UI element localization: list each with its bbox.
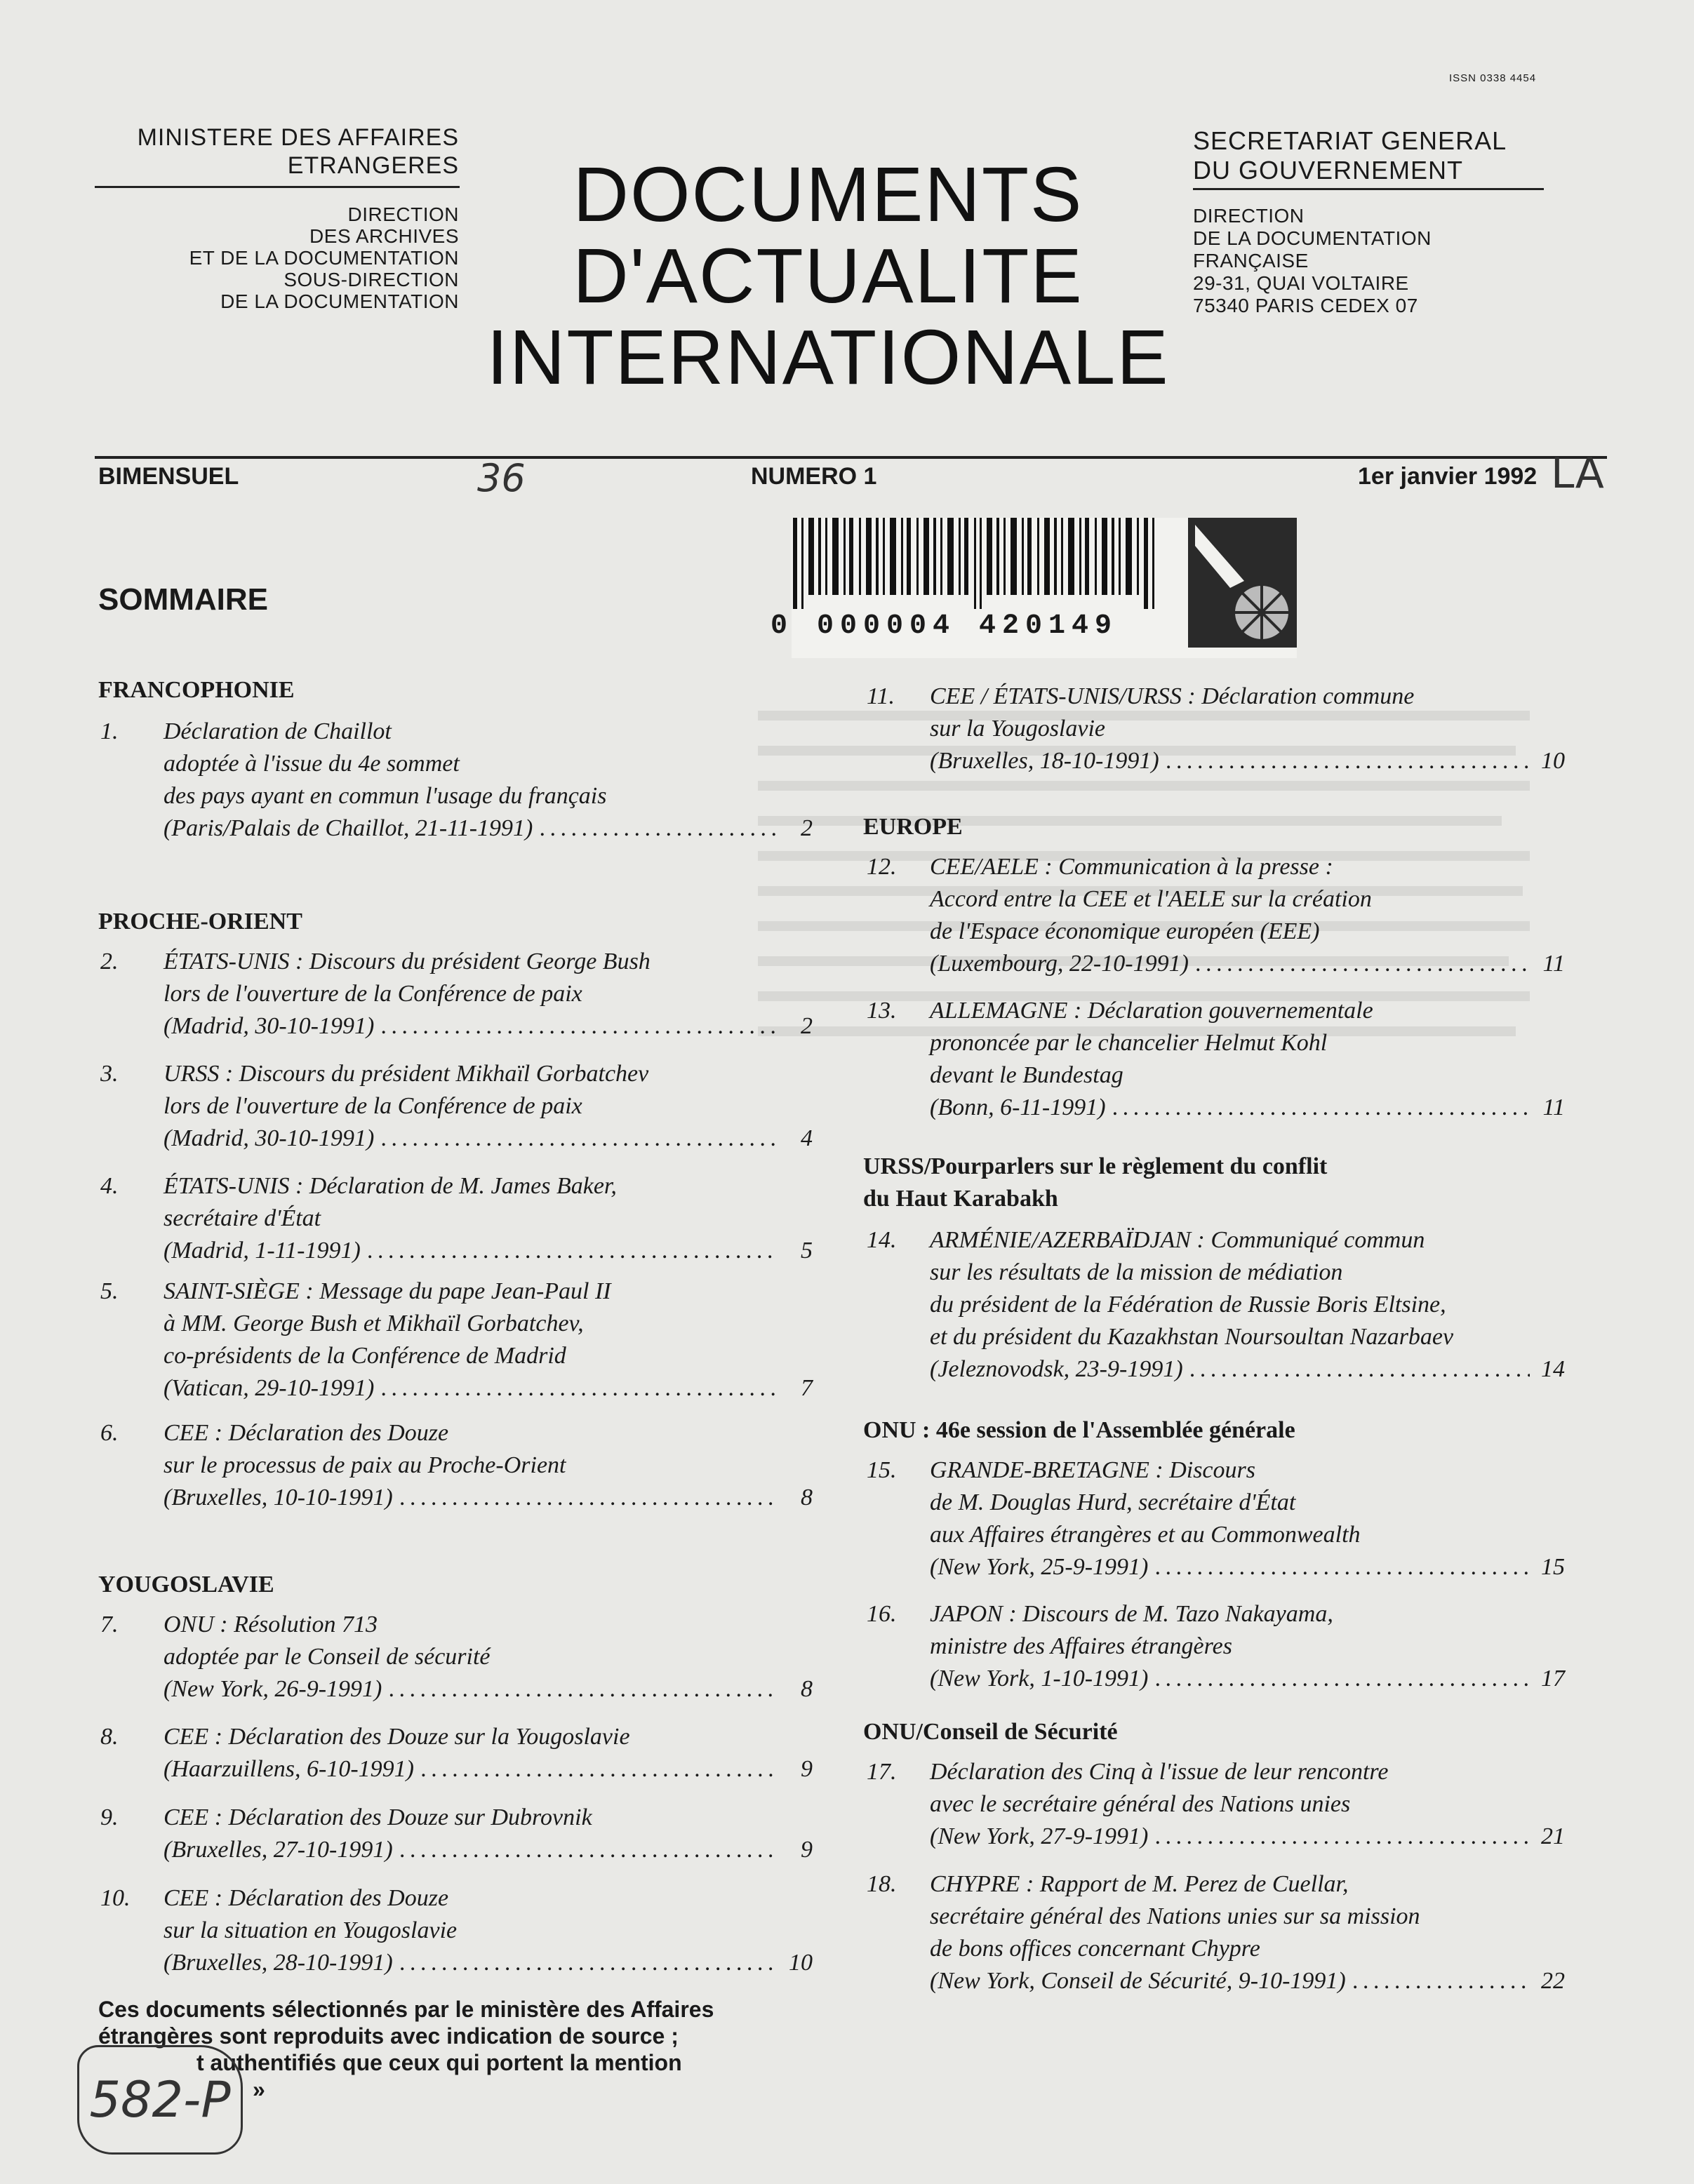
direction-line: DE LA DOCUMENTATION: [1193, 227, 1432, 249]
entry-source: (Madrid, 30-10-1991): [164, 1013, 375, 1039]
entry-page: 14: [1541, 1356, 1565, 1382]
entry-page: 11: [1542, 1094, 1565, 1120]
leader-dots: [381, 1123, 778, 1155]
entry-source: (Bruxelles, 28-10-1991): [164, 1950, 393, 1976]
entry-line: JAPON : Discours de M. Tazo Nakayama,: [930, 1601, 1333, 1627]
direction-line: DIRECTION: [1193, 205, 1305, 227]
entry-page: 5: [801, 1238, 813, 1264]
section-title-europe: EUROPE: [863, 814, 963, 840]
entry-line: secrétaire d'État: [164, 1205, 321, 1231]
entry-page: 21: [1541, 1823, 1565, 1849]
entry-number: 10.: [100, 1885, 131, 1911]
entry-number: 9.: [100, 1804, 119, 1830]
entry-page: 2: [801, 815, 813, 841]
entry-page: 9: [801, 1837, 813, 1863]
entry-page: 22: [1541, 1968, 1565, 1994]
leader-dots: [421, 1753, 778, 1786]
entry-number: 12.: [867, 854, 897, 880]
entry-line: ARMÉNIE/AZERBAÏDJAN : Communiqué commun: [930, 1227, 1425, 1253]
entry-number: 7.: [100, 1612, 119, 1637]
entry-line: Déclaration des Cinq à l'issue de leur rencontre: [930, 1759, 1389, 1785]
notice-line: Ces documents sélectionnés par le ministère des Affaires: [98, 1997, 714, 2022]
entry-source: (New York, 1-10-1991): [930, 1666, 1149, 1691]
entry-line: aux Affaires étrangères et au Commonwealth: [930, 1522, 1361, 1548]
entry-line: des pays ayant en commun l'usage du français: [164, 783, 607, 809]
toc-entry[interactable]: [867, 1224, 1565, 1386]
entry-number: 3.: [100, 1061, 119, 1087]
entry-source: (Luxembourg, 22-10-1991): [930, 951, 1189, 977]
entry-number: 11.: [867, 683, 895, 709]
entry-source: (Haarzuillens, 6-10-1991): [164, 1756, 414, 1782]
direction-line: FRANÇAISE: [1193, 250, 1309, 272]
leader-dots: [540, 812, 778, 845]
entry-line: de bons offices concernant Chypre: [930, 1936, 1260, 1962]
entry-number: 2.: [100, 949, 119, 974]
entry-line: GRANDE-BRETAGNE : Discours: [930, 1457, 1255, 1483]
entry-number: 16.: [867, 1601, 897, 1627]
handwritten-stamp: 582-P: [77, 2045, 243, 2155]
leader-dots: [1155, 1821, 1530, 1853]
entry-page: 4: [801, 1125, 813, 1151]
toc-entry[interactable]: [867, 681, 1565, 777]
toc-entry[interactable]: [867, 1868, 1565, 1997]
leader-dots: [1155, 1551, 1530, 1583]
section-title-proche-orient: PROCHE-ORIENT: [98, 909, 302, 934]
entry-line: à MM. George Bush et Mikhaïl Gorbatchev,: [164, 1311, 584, 1336]
ministry-line: ETRANGERES: [287, 152, 459, 179]
direction-archives: [189, 203, 459, 312]
masthead-title: [449, 152, 1207, 401]
toc-entry[interactable]: [100, 1058, 813, 1155]
toc-entry[interactable]: [100, 1275, 813, 1405]
toc-entry[interactable]: [100, 1721, 813, 1786]
entry-line: lors de l'ouverture de la Conférence de paix: [164, 1093, 582, 1119]
direction-line: 75340 PARIS CEDEX 07: [1193, 295, 1418, 316]
masthead-line: INTERNATIONALE: [486, 314, 1170, 401]
entry-number: 15.: [867, 1457, 897, 1483]
leader-dots: [1190, 1353, 1530, 1386]
direction-line: DIRECTION: [347, 203, 459, 225]
entry-number: 6.: [100, 1420, 119, 1446]
entry-line: CEE : Déclaration des Douze sur la Yougoslavie: [164, 1724, 630, 1750]
entry-source: (Paris/Palais de Chaillot, 21-11-1991): [164, 815, 533, 841]
toc-entry[interactable]: [867, 1454, 1565, 1583]
direction-line: DE LA DOCUMENTATION: [220, 290, 459, 312]
issue-number: NUMERO 1: [751, 463, 877, 490]
entry-source: (Bruxelles, 27-10-1991): [164, 1837, 393, 1863]
issn-label: ISSN 0338 4454: [1449, 72, 1537, 84]
toc-entry[interactable]: [867, 851, 1565, 980]
entry-page: 10: [789, 1950, 813, 1976]
toc-entry[interactable]: [100, 1417, 813, 1514]
entry-line: de l'Espace économique européen (EEE): [930, 918, 1320, 944]
handwritten-number: 36: [477, 456, 526, 500]
section-title-yougoslavie: YOUGOSLAVIE: [98, 1572, 274, 1597]
leader-dots: [400, 1947, 778, 1979]
entry-number: 14.: [867, 1227, 897, 1253]
entry-number: 4.: [100, 1173, 119, 1199]
leader-dots: [400, 1482, 778, 1514]
section-title-line: URSS/Pourparlers sur le règlement du conflit: [863, 1153, 1328, 1179]
entry-line: adoptée par le Conseil de sécurité: [164, 1644, 491, 1670]
entry-line: URSS : Discours du président Mikhaïl Gorbatchev: [164, 1061, 649, 1087]
entry-number: 13.: [867, 998, 897, 1024]
entry-line: CHYPRE : Rapport de M. Perez de Cuellar,: [930, 1871, 1349, 1897]
entry-line: ALLEMAGNE : Déclaration gouvernementale: [930, 998, 1373, 1024]
entry-line: devant le Bundestag: [930, 1062, 1123, 1088]
secretariat-line: DU GOUVERNEMENT: [1193, 156, 1464, 185]
entry-number: 5.: [100, 1278, 119, 1304]
toc-entry[interactable]: [100, 1882, 813, 1979]
barcode-bars: [793, 518, 1186, 609]
secretariat-name: [1193, 126, 1507, 185]
entry-number: 8.: [100, 1724, 119, 1750]
entry-line: sur la Yougoslavie: [930, 716, 1106, 742]
section-title-francophonie: FRANCOPHONIE: [98, 677, 295, 703]
entry-line: de M. Douglas Hurd, secrétaire d'État: [930, 1489, 1296, 1515]
entry-source: (Bruxelles, 18-10-1991): [930, 748, 1159, 774]
leader-dots: [368, 1235, 778, 1267]
leader-dots: [381, 1372, 778, 1405]
leader-dots: [1113, 1092, 1530, 1124]
header-rule-left: [95, 186, 460, 188]
toc-entry[interactable]: [100, 1609, 813, 1706]
entry-page: 11: [1542, 951, 1565, 977]
entry-line: CEE/AELE : Communication à la presse :: [930, 854, 1333, 880]
leader-dots: [381, 1010, 778, 1043]
direction-line: DES ARCHIVES: [309, 225, 459, 247]
toc-entry[interactable]: [100, 946, 813, 1043]
entry-line: sur les résultats de la mission de médiation: [930, 1259, 1343, 1285]
entry-line: sur le processus de paix au Proche-Orient: [164, 1452, 566, 1478]
entry-line: CEE : Déclaration des Douze: [164, 1885, 449, 1911]
entry-page: 15: [1541, 1554, 1565, 1580]
entry-line: ONU : Résolution 713: [164, 1612, 378, 1637]
entry-number: 17.: [867, 1759, 897, 1785]
leader-dots: [1353, 1965, 1530, 1997]
section-title-line: du Haut Karabakh: [863, 1186, 1058, 1212]
entry-source: (Bruxelles, 10-10-1991): [164, 1485, 393, 1510]
entry-source: (New York, 26-9-1991): [164, 1676, 382, 1702]
toc-entry[interactable]: [100, 1802, 813, 1866]
entry-page: 10: [1541, 748, 1565, 774]
leader-dots: [1166, 745, 1530, 777]
leader-dots: [1155, 1663, 1530, 1695]
entry-source: (Madrid, 30-10-1991): [164, 1125, 375, 1151]
leader-dots: [1196, 948, 1530, 980]
entry-line: SAINT-SIÈGE : Message du pape Jean-Paul II: [164, 1278, 611, 1304]
toc-entry[interactable]: [867, 995, 1565, 1124]
entry-page: 8: [801, 1485, 813, 1510]
entry-number: 18.: [867, 1871, 897, 1897]
handwritten-initials: LA: [1551, 449, 1604, 498]
entry-line: Accord entre la CEE et l'AELE sur la création: [930, 886, 1372, 912]
ministry-name: [138, 123, 459, 180]
toc-entry[interactable]: [100, 716, 813, 845]
masthead-line: DOCUMENTS: [573, 152, 1083, 238]
entry-page: 2: [801, 1013, 813, 1039]
entry-line: et du président du Kazakhstan Noursoultan Nazarbaev: [930, 1324, 1454, 1350]
barcode-number: 0 000004 420149: [771, 610, 1119, 642]
entry-line: CEE : Déclaration des Douze: [164, 1420, 449, 1446]
documentation-logo: [1188, 518, 1297, 658]
section-title-onu-assemblee: ONU : 46e session de l'Assemblée générale: [863, 1417, 1295, 1443]
entry-line: secrétaire général des Nations unies sur sa mission: [930, 1903, 1420, 1929]
header-rule-full: [95, 456, 1607, 459]
direction-line: SOUS-DIRECTION: [284, 269, 459, 290]
entry-line: prononcée par le chancelier Helmut Kohl: [930, 1030, 1328, 1056]
periodicity: BIMENSUEL: [98, 463, 239, 490]
entry-line: sur la situation en Yougoslavie: [164, 1917, 458, 1943]
toc-entry[interactable]: [867, 1598, 1565, 1695]
entry-page: 8: [801, 1676, 813, 1702]
entry-source: (Jeleznovodsk, 23-9-1991): [930, 1356, 1183, 1382]
section-title-karabakh: [863, 1151, 1327, 1215]
entry-line: lors de l'ouverture de la Conférence de paix: [164, 981, 582, 1007]
toc-entry[interactable]: [867, 1756, 1565, 1853]
notice-line: étrangères sont reproduits avec indication de source ;: [98, 2023, 679, 2049]
ministry-line: MINISTERE DES AFFAIRES: [137, 124, 459, 151]
direction-line: ET DE LA DOCUMENTATION: [189, 247, 459, 269]
direction-line: 29-31, QUAI VOLTAIRE: [1193, 272, 1409, 294]
header-rule-right: [1193, 188, 1544, 190]
direction-documentation: [1193, 205, 1432, 317]
issue-date: 1er janvier 1992: [1358, 463, 1538, 490]
entry-page: 7: [801, 1375, 813, 1401]
entry-source: (New York, 27-9-1991): [930, 1823, 1149, 1849]
masthead-line: D'ACTUALITE: [573, 233, 1083, 319]
entry-page: 9: [801, 1756, 813, 1782]
leader-dots: [389, 1673, 778, 1706]
entry-source: (Vatican, 29-10-1991): [164, 1375, 375, 1401]
entry-page: 17: [1541, 1666, 1565, 1691]
entry-line: ministre des Affaires étrangères: [930, 1633, 1232, 1659]
section-title-conseil-securite: ONU/Conseil de Sécurité: [863, 1719, 1118, 1745]
secretariat-line: SECRETARIAT GENERAL: [1193, 126, 1507, 155]
barcode: [771, 518, 1297, 658]
entry-source: (Madrid, 1-11-1991): [164, 1238, 361, 1264]
entry-source: (Bonn, 6-11-1991): [930, 1094, 1106, 1120]
entry-line: adoptée à l'issue du 4e sommet: [164, 751, 460, 777]
toc-entry[interactable]: [100, 1170, 813, 1267]
entry-line: ÉTATS-UNIS : Discours du président George Bush: [164, 949, 651, 974]
entry-line: du président de la Fédération de Russie Boris Eltsine,: [930, 1292, 1446, 1318]
entry-line: co-présidents de la Conférence de Madrid: [164, 1343, 566, 1369]
entry-source: (New York, 25-9-1991): [930, 1554, 1149, 1580]
entry-line: Déclaration de Chaillot: [164, 718, 392, 744]
notice-line: »: [253, 2077, 265, 2102]
entry-line: CEE : Déclaration des Douze sur Dubrovnik: [164, 1804, 592, 1830]
notice-line: t authentifiés que ceux qui portent la mention: [196, 2050, 682, 2075]
entry-number: 1.: [100, 718, 119, 744]
entry-line: CEE / ÉTATS-UNIS/URSS : Déclaration commune: [930, 683, 1415, 709]
entry-source: (New York, Conseil de Sécurité, 9-10-1991): [930, 1968, 1346, 1994]
summary-title: SOMMAIRE: [98, 582, 268, 617]
entry-line: avec le secrétaire général des Nations unies: [930, 1791, 1351, 1817]
entry-line: ÉTATS-UNIS : Déclaration de M. James Baker,: [164, 1173, 617, 1199]
leader-dots: [400, 1834, 778, 1866]
